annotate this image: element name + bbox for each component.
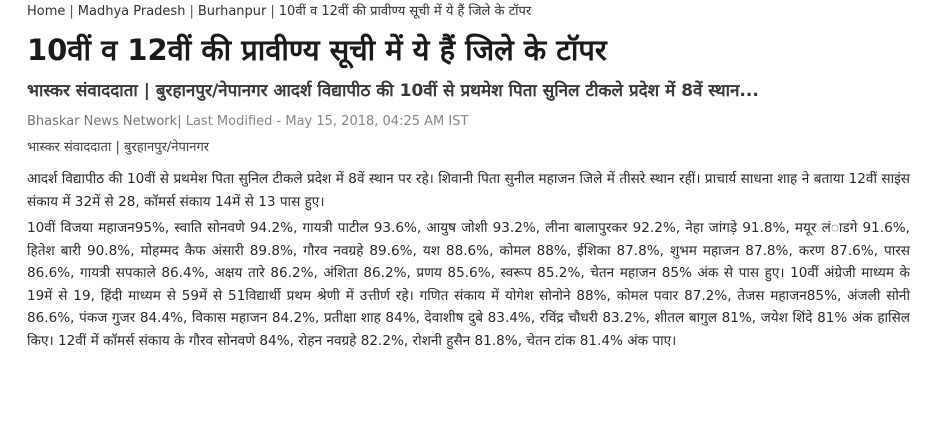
article-summary: भास्कर संवाददाता | बुरहानपुर/नेपानगर आदर्श विद्यापीठ की 10वीं से प्रथमेश पिता सुनिल टीकले प्रदेश में 8वें स्थान...: [27, 81, 759, 101]
article-paragraph: आदर्श विद्यापीठ की 10वीं से प्रथमेश पिता सुनिल टीकले प्रदेश में 8वें स्थान पर रहे। शिवानी पिता सुनील महाजन जिले में तीसरे स्थान रहीं। प्राचार्य साधना शाह ने बताया 12वीं साइंस संकाय में 32में से 28, कॉमर्स संकाय 14में से 13 पास हुए।: [27, 171, 910, 210]
breadcrumb: [27, 2, 918, 22]
breadcrumb-current: 10वीं व 12वीं की प्रावीण्य सूची में ये हैं जिले के टॉपर: [278, 4, 532, 19]
article-headline: 10वीं व 12वीं की प्रावीण्य सूची में ये हैं जिले के टॉपर: [27, 33, 607, 67]
breadcrumb-city-link[interactable]: Burhanpur: [197, 4, 267, 19]
article-paragraph: 10वीं विजया महाजन95%, स्वाति सोनवणे 94.2%, गायत्री पाटील 93.6%, आयुष जोशी 93.2%, लीना बालापुरकर 92.2%, नेहा जांगड़े 91.8%, मयूर लंाडगे 91.6%, हितेश बारी 90.8%, मोहम्मद कैफ अंसारी 89.8%, गौरव नवग्रहे 89.6%, यश 88.6%, कोमल 88%, ईशिका 87.8%, शुभम महाजन 87.8%, करण 87.6%, पारस 86.6%, गायत्री सपकाले 86.4%, अक्षय तारे 86.2%, अंशिता 86.2%, प्रणय 85.6%, स्वरूप 85.2%, चेतन महाजन 85% अंक से पास हुए। 10वीं अंग्रेजी माध्यम के 19में से 19, हिंदी माध्यम से 59में से 51विद्यार्थी प्रथम श्रेणी में उत्तीर्ण रहे। गणित संकाय में योगेश सोनोने 88%, कोमल पवार 87.2%, तेजस महाजन85%, अंजली सोनी 86.6%, पंकज गुजर 84.4%, विकास महाजन 84.2%, प्रतीक्षा शाह 84%, देवाशीष दुबे 83.4%, रविंद्र चौधरी 83.2%, शीतल बागुल 81%, जयेश शिंदे 81% अंक हासिल किए। 12वीं में कॉमर्स संकाय के गौरव सोनवणे 84%, रोहन नवग्रहे 82.2%, रोशनी हुसैन 81.8%, चेतन टांक 81.4% अंक पाए।: [27, 220, 910, 349]
meta-separator: |: [177, 114, 182, 129]
article-meta: [27, 112, 918, 132]
article-dateline: भास्कर संवाददाता | बुरहानपुर/नेपानगर: [27, 140, 210, 155]
news-network: Bhaskar News Network: [27, 114, 178, 129]
breadcrumb-separator: |: [189, 4, 194, 19]
breadcrumb-separator: |: [69, 4, 74, 19]
breadcrumb-home-link[interactable]: Home: [27, 4, 66, 19]
last-modified: Last Modified - May 15, 2018, 04:25 AM IST: [185, 114, 469, 129]
breadcrumb-state-link[interactable]: Madhya Pradesh: [77, 4, 186, 19]
breadcrumb-separator: |: [270, 4, 275, 19]
